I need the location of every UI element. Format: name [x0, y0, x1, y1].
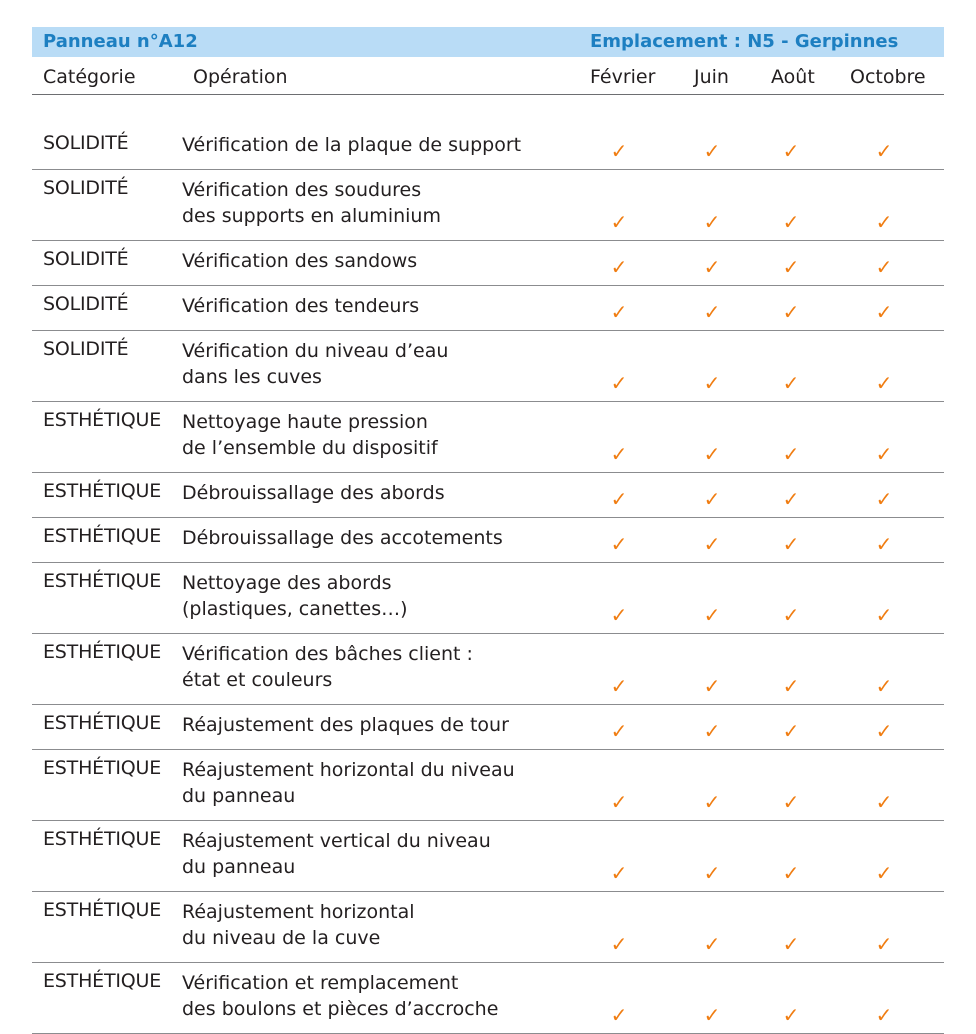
checkmark-icon: ✓ — [875, 932, 893, 956]
operation-line: du niveau de la cuve — [182, 927, 381, 949]
row-operation — [182, 518, 572, 563]
checkmark-icon: ✓ — [875, 1003, 893, 1027]
check-cell-month-3 — [758, 963, 828, 1034]
check-cell-month-4 — [828, 750, 944, 821]
checkmark-icon: ✓ — [782, 300, 800, 324]
checkmark-icon: ✓ — [610, 861, 628, 885]
check-cell-month-2 — [670, 518, 758, 563]
checkmark-icon: ✓ — [875, 719, 893, 743]
row-operation — [182, 473, 572, 518]
row-operation — [182, 634, 572, 705]
row-operation — [182, 241, 572, 286]
check-cell-month-1 — [572, 634, 670, 705]
check-cell-month-2 — [670, 331, 758, 402]
row-operation — [182, 563, 572, 634]
column-header-row — [32, 57, 944, 95]
check-cell-month-3 — [758, 892, 828, 963]
check-cell-month-4 — [828, 518, 944, 563]
check-cell-month-4 — [828, 563, 944, 634]
table-row — [32, 750, 944, 821]
check-cell-month-4 — [828, 821, 944, 892]
check-cell-month-2 — [670, 286, 758, 331]
column-header-month-1: Février — [590, 66, 656, 88]
checkmark-icon: ✓ — [875, 210, 893, 234]
checkmark-icon: ✓ — [610, 300, 628, 324]
row-category: SOLIDITÉ — [32, 125, 182, 170]
checkmark-icon: ✓ — [610, 255, 628, 279]
operation-line: Réajustement horizontal — [182, 901, 415, 923]
checkmark-icon: ✓ — [782, 674, 800, 698]
checkmark-icon: ✓ — [703, 674, 721, 698]
column-header-month-2: Juin — [694, 66, 729, 88]
operation-line: (plastiques, canettes…) — [182, 598, 408, 620]
row-operation — [182, 821, 572, 892]
check-cell-month-3 — [758, 821, 828, 892]
table-row — [32, 402, 944, 473]
check-cell-month-1 — [572, 286, 670, 331]
table-row — [32, 705, 944, 750]
checkmark-icon: ✓ — [610, 210, 628, 234]
operation-line: Vérification de la plaque de support — [182, 134, 522, 156]
row-category: ESTHÉTIQUE — [32, 518, 182, 563]
row-category: ESTHÉTIQUE — [32, 402, 182, 473]
row-category: ESTHÉTIQUE — [32, 892, 182, 963]
check-cell-month-3 — [758, 170, 828, 241]
check-cell-month-3 — [758, 518, 828, 563]
checkmark-icon: ✓ — [703, 255, 721, 279]
checkmark-icon: ✓ — [875, 790, 893, 814]
checkmark-icon: ✓ — [610, 139, 628, 163]
row-category: ESTHÉTIQUE — [32, 473, 182, 518]
checkmark-icon: ✓ — [782, 1003, 800, 1027]
checkmark-icon: ✓ — [875, 861, 893, 885]
check-cell-month-2 — [670, 125, 758, 170]
table-row — [32, 241, 944, 286]
row-operation — [182, 286, 572, 331]
check-cell-month-2 — [670, 402, 758, 473]
row-operation — [182, 705, 572, 750]
row-operation — [182, 750, 572, 821]
table-row — [32, 473, 944, 518]
check-cell-month-1 — [572, 241, 670, 286]
checkmark-icon: ✓ — [875, 300, 893, 324]
check-cell-month-2 — [670, 634, 758, 705]
check-cell-month-2 — [670, 750, 758, 821]
check-cell-month-1 — [572, 518, 670, 563]
checkmark-icon: ✓ — [703, 932, 721, 956]
operation-line: Vérification du niveau d’eau — [182, 340, 449, 362]
row-category: ESTHÉTIQUE — [32, 705, 182, 750]
check-cell-month-3 — [758, 634, 828, 705]
check-cell-month-4 — [828, 705, 944, 750]
operation-line: de l’ensemble du dispositif — [182, 437, 438, 459]
checkmark-icon: ✓ — [782, 532, 800, 556]
checkmark-icon: ✓ — [610, 532, 628, 556]
table-row — [32, 563, 944, 634]
operation-line: dans les cuves — [182, 366, 322, 388]
checkmark-icon: ✓ — [782, 790, 800, 814]
check-cell-month-4 — [828, 170, 944, 241]
operation-line: Vérification des bâches client : — [182, 643, 473, 665]
operation-line: des supports en aluminium — [182, 205, 441, 227]
check-cell-month-2 — [670, 963, 758, 1034]
checkmark-icon: ✓ — [703, 371, 721, 395]
table-row — [32, 125, 944, 170]
operation-line: du panneau — [182, 785, 296, 807]
checkmark-icon: ✓ — [875, 442, 893, 466]
table-row — [32, 286, 944, 331]
checkmark-icon: ✓ — [610, 932, 628, 956]
table-row — [32, 634, 944, 705]
operation-line: du panneau — [182, 856, 296, 878]
row-category: SOLIDITÉ — [32, 170, 182, 241]
row-category: ESTHÉTIQUE — [32, 634, 182, 705]
location-label: Emplacement : N5 - Gerpinnes — [590, 31, 899, 52]
checkmark-icon: ✓ — [875, 487, 893, 511]
operation-line: Débrouissallage des accotements — [182, 527, 503, 549]
maintenance-schedule — [32, 27, 944, 1034]
checkmark-icon: ✓ — [703, 719, 721, 743]
check-cell-month-3 — [758, 241, 828, 286]
row-category: SOLIDITÉ — [32, 241, 182, 286]
checkmark-icon: ✓ — [703, 790, 721, 814]
checkmark-icon: ✓ — [875, 603, 893, 627]
operation-line: Débrouissallage des abords — [182, 482, 445, 504]
column-header-month-4: Octobre — [850, 66, 926, 88]
checkmark-icon: ✓ — [703, 210, 721, 234]
checkmark-icon: ✓ — [703, 532, 721, 556]
check-cell-month-2 — [670, 170, 758, 241]
operation-line: Vérification des sandows — [182, 250, 418, 272]
check-cell-month-4 — [828, 286, 944, 331]
operation-line: Réajustement vertical du niveau — [182, 830, 491, 852]
row-operation — [182, 892, 572, 963]
column-header-operation: Opération — [193, 66, 288, 88]
check-cell-month-3 — [758, 125, 828, 170]
operation-line: des boulons et pièces d’accroche — [182, 998, 499, 1020]
checkmark-icon: ✓ — [703, 442, 721, 466]
table-row — [32, 821, 944, 892]
check-cell-month-2 — [670, 892, 758, 963]
check-cell-month-2 — [670, 241, 758, 286]
checkmark-icon: ✓ — [875, 139, 893, 163]
table-row — [32, 518, 944, 563]
check-cell-month-4 — [828, 473, 944, 518]
checkmark-icon: ✓ — [782, 932, 800, 956]
check-cell-month-4 — [828, 402, 944, 473]
operation-line: Vérification et remplacement — [182, 972, 459, 994]
check-cell-month-1 — [572, 705, 670, 750]
row-category: SOLIDITÉ — [32, 331, 182, 402]
checkmark-icon: ✓ — [703, 1003, 721, 1027]
checkmark-icon: ✓ — [703, 139, 721, 163]
check-cell-month-3 — [758, 331, 828, 402]
table-row — [32, 963, 944, 1034]
checkmark-icon: ✓ — [703, 487, 721, 511]
check-cell-month-3 — [758, 750, 828, 821]
checkmark-icon: ✓ — [610, 790, 628, 814]
checkmark-icon: ✓ — [875, 532, 893, 556]
check-cell-month-2 — [670, 473, 758, 518]
row-operation — [182, 331, 572, 402]
checkmark-icon: ✓ — [782, 255, 800, 279]
checkmark-icon: ✓ — [610, 371, 628, 395]
operation-line: Réajustement des plaques de tour — [182, 714, 509, 736]
column-header-month-3: Août — [771, 66, 815, 88]
panel-label: Panneau n°A12 — [43, 31, 198, 52]
checkmark-icon: ✓ — [782, 442, 800, 466]
check-cell-month-1 — [572, 170, 670, 241]
check-cell-month-1 — [572, 331, 670, 402]
operation-line: Nettoyage haute pression — [182, 411, 428, 433]
checkmark-icon: ✓ — [875, 674, 893, 698]
checkmark-icon: ✓ — [610, 674, 628, 698]
check-cell-month-4 — [828, 241, 944, 286]
check-cell-month-1 — [572, 750, 670, 821]
check-cell-month-3 — [758, 563, 828, 634]
check-cell-month-2 — [670, 821, 758, 892]
operation-line: Vérification des soudures — [182, 179, 422, 201]
check-cell-month-4 — [828, 892, 944, 963]
checkmark-icon: ✓ — [875, 255, 893, 279]
checkmark-icon: ✓ — [782, 487, 800, 511]
check-cell-month-2 — [670, 563, 758, 634]
row-category: SOLIDITÉ — [32, 286, 182, 331]
row-operation — [182, 402, 572, 473]
checkmark-icon: ✓ — [875, 371, 893, 395]
row-operation — [182, 963, 572, 1034]
row-operation — [182, 125, 572, 170]
checkmark-icon: ✓ — [610, 603, 628, 627]
check-cell-month-3 — [758, 473, 828, 518]
check-cell-month-4 — [828, 634, 944, 705]
check-cell-month-4 — [828, 963, 944, 1034]
checkmark-icon: ✓ — [782, 371, 800, 395]
operation-line: Vérification des tendeurs — [182, 295, 420, 317]
check-cell-month-4 — [828, 125, 944, 170]
row-category: ESTHÉTIQUE — [32, 821, 182, 892]
checkmark-icon: ✓ — [782, 210, 800, 234]
checkmark-icon: ✓ — [703, 300, 721, 324]
checkmark-icon: ✓ — [703, 861, 721, 885]
operation-line: Nettoyage des abords — [182, 572, 392, 594]
table-row — [32, 170, 944, 241]
check-cell-month-4 — [828, 331, 944, 402]
table-row — [32, 331, 944, 402]
checkmark-icon: ✓ — [610, 487, 628, 511]
column-header-category: Catégorie — [43, 66, 136, 88]
check-cell-month-2 — [670, 705, 758, 750]
check-cell-month-3 — [758, 402, 828, 473]
check-cell-month-1 — [572, 125, 670, 170]
row-category: ESTHÉTIQUE — [32, 563, 182, 634]
checkmark-icon: ✓ — [782, 139, 800, 163]
checkmark-icon: ✓ — [782, 861, 800, 885]
panel-banner — [32, 27, 944, 57]
operations-table — [32, 125, 944, 1034]
check-cell-month-1 — [572, 892, 670, 963]
checkmark-icon: ✓ — [782, 603, 800, 627]
check-cell-month-1 — [572, 563, 670, 634]
row-operation — [182, 170, 572, 241]
check-cell-month-1 — [572, 963, 670, 1034]
check-cell-month-3 — [758, 286, 828, 331]
operation-line: Réajustement horizontal du niveau — [182, 759, 515, 781]
checkmark-icon: ✓ — [610, 442, 628, 466]
check-cell-month-3 — [758, 705, 828, 750]
row-category: ESTHÉTIQUE — [32, 750, 182, 821]
checkmark-icon: ✓ — [703, 603, 721, 627]
check-cell-month-1 — [572, 402, 670, 473]
operation-line: état et couleurs — [182, 669, 333, 691]
check-cell-month-1 — [572, 473, 670, 518]
checkmark-icon: ✓ — [782, 719, 800, 743]
checkmark-icon: ✓ — [610, 719, 628, 743]
checkmark-icon: ✓ — [610, 1003, 628, 1027]
check-cell-month-1 — [572, 821, 670, 892]
table-row — [32, 892, 944, 963]
row-category: ESTHÉTIQUE — [32, 963, 182, 1034]
